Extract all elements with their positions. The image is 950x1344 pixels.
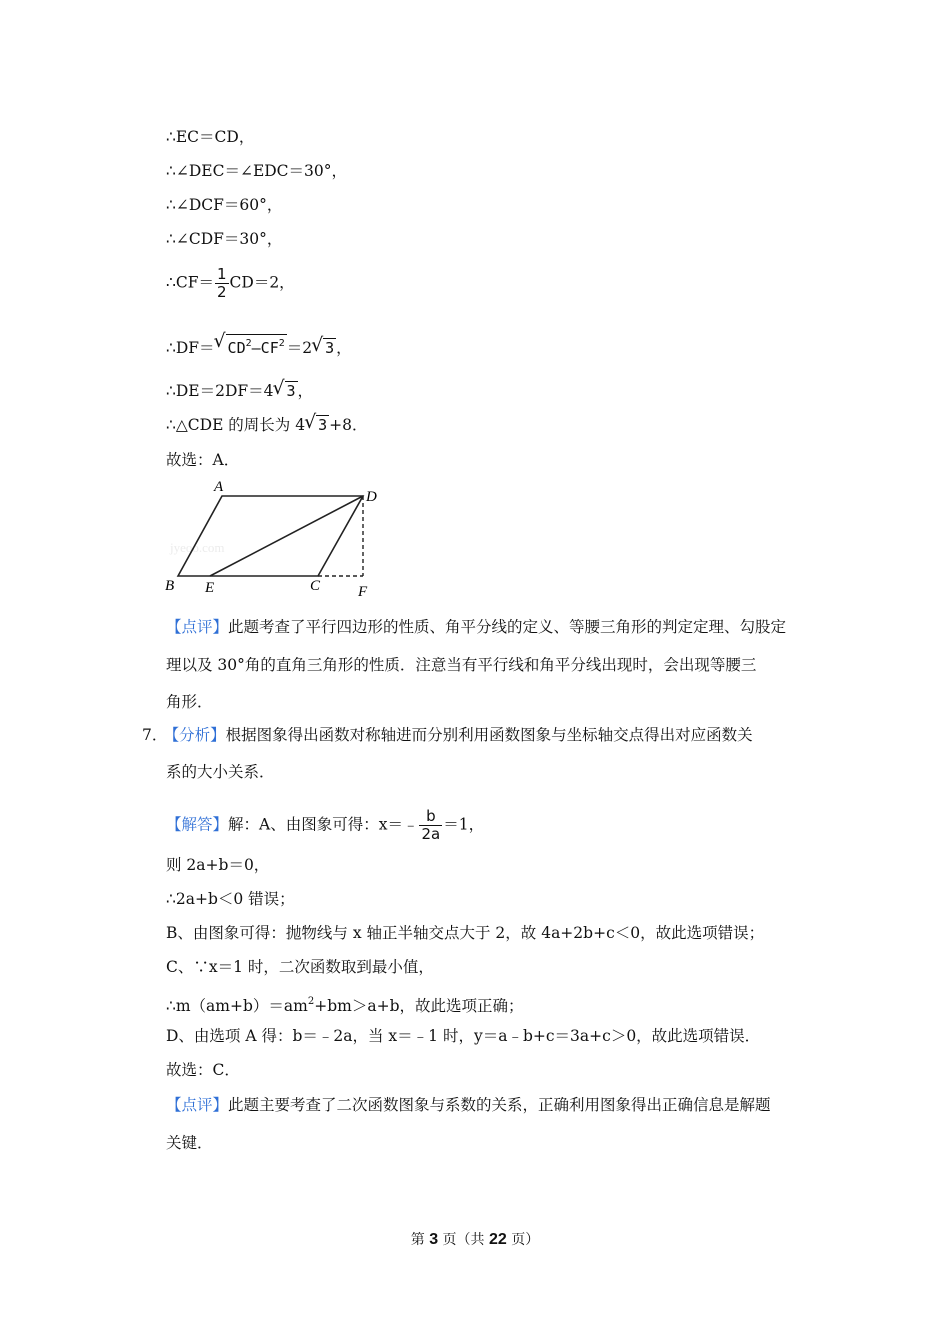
total-pages: 22 [489, 1231, 507, 1248]
fraction-denominator: 2a [421, 825, 441, 843]
footer-suffix: 页） [506, 1232, 540, 1248]
answer-line-1 [166, 808, 484, 843]
label-a: A [214, 479, 224, 495]
comment-text: 此题主要考查了二次函数图象与系数的关系，正确利用图象得出正确信息是解题 [228, 1096, 771, 1114]
equals-2: ＝2 [286, 339, 313, 357]
sqrt-3 [313, 338, 336, 358]
comment-tag: 【点评】 [166, 1096, 229, 1114]
radicand-cf: –CF [251, 339, 279, 357]
solution-choice: 故选：A． [166, 451, 240, 469]
cd-equals-2: CD＝2， [229, 273, 295, 292]
footer-prefix: 第 [410, 1232, 430, 1248]
answer-line-5: C、∵x＝1 时，二次函数取到最小值， [166, 958, 434, 976]
sqrt-3 [306, 415, 329, 435]
question-7-comment-line-1 [166, 1095, 771, 1115]
comment-text: 此题考查了平行四边形的性质、角平分线的定义、等腰三角形的判定定理、勾股定 [228, 618, 787, 636]
exponent-cf: 2 [278, 338, 285, 349]
fraction-numerator: b [419, 808, 442, 826]
perimeter-text: ∴△CDE 的周长为 4 [166, 416, 306, 434]
label-f: F [358, 584, 368, 600]
solution-line-1: ∴EC＝CD， [166, 128, 255, 146]
watermark: jyeoo.com [170, 540, 225, 555]
sqrt-cd-cf [216, 334, 287, 358]
parallelogram-figure [160, 476, 390, 602]
solution-line-6 [166, 334, 352, 358]
solution-line-2: ∴∠DEC＝∠EDC＝30°， [166, 162, 348, 180]
analysis-text: 根据图象得出函数对称轴进而分别利用函数图象与坐标轴交点得出对应函数关 [225, 726, 753, 744]
question-7-comment-line-2: 关键． [166, 1134, 213, 1152]
question-7-analysis-line-1 [142, 725, 753, 745]
radicand-cd: CD [227, 339, 246, 357]
label-c: C [310, 578, 321, 594]
comment-line-2: 理以及 30°角的直角三角形的性质．注意当有平行线和角平分线出现时，会出现等腰三 [166, 656, 757, 674]
comment-tag: 【点评】 [166, 618, 229, 636]
fraction-half [215, 266, 229, 301]
expression-right: +bm＞a+b，故此选项正确； [314, 997, 524, 1015]
fraction-b-2a [419, 808, 442, 843]
radicand-3: 3 [325, 339, 335, 357]
answer-choice: 故选：C． [166, 1061, 240, 1079]
radicand-3: 3 [286, 382, 296, 400]
fraction-numerator: 1 [216, 265, 227, 283]
answer-line-2: 则 2a+b＝0， [166, 856, 270, 874]
page-footer [0, 1229, 950, 1249]
answer-tag: 【解答】 [166, 815, 229, 834]
answer-line-6 [166, 992, 524, 1016]
question-7-analysis-line-2: 系的大小关系． [166, 763, 275, 781]
question-number: 7． [142, 726, 168, 744]
comment-line-3: 角形． [166, 693, 213, 711]
radicand [226, 334, 287, 357]
parallelogram-abcd [178, 496, 363, 576]
answer-line-4: B、由图象可得：抛物线与 x 轴正半轴交点大于 2，故 4a+2b+c＜0，故此选项错误； [166, 924, 765, 942]
solution-line-8 [166, 415, 368, 435]
analysis-tag: 【分析】 [171, 726, 226, 744]
solution-line-3: ∴∠DCF＝60°， [166, 196, 283, 214]
label-d: D [366, 489, 377, 505]
answer-text: 解：A、由图象可得：x＝﹣ [228, 815, 419, 834]
solution-line-4: ∴∠CDF＝30°， [166, 230, 283, 248]
radicand-3: 3 [318, 416, 328, 434]
page-number: 3 [429, 1231, 439, 1248]
solution-line-5 [166, 266, 295, 301]
sqrt-3 [275, 381, 298, 401]
expression-left: ∴m（am+b）＝am [166, 997, 308, 1015]
df-equals: ∴DF＝ [166, 339, 215, 357]
exponent-cd: 2 [245, 338, 252, 349]
footer-middle: 页（共 [438, 1232, 489, 1248]
solution-line-7 [166, 381, 313, 401]
cf-equals: ∴CF＝ [166, 273, 214, 292]
answer-line-7: D、由选项 A 得：b＝﹣2a，当 x＝﹣1 时，y＝a﹣b+c＝3a+c＞0，故此选项错误． [166, 1027, 761, 1045]
answer-equals: ＝1， [443, 815, 485, 834]
label-b: B [165, 578, 175, 594]
label-e: E [205, 580, 215, 596]
comment-line-1 [166, 617, 786, 637]
fraction-denominator: 2 [216, 283, 227, 301]
de-equals: ∴DE＝2DF＝4 [166, 382, 274, 400]
comma: ， [297, 382, 314, 400]
plus-8: +8． [329, 416, 368, 434]
comma: ， [336, 339, 352, 357]
answer-line-3: ∴2a+b＜0 错误； [166, 890, 295, 908]
exponent: 2 [307, 996, 315, 1007]
